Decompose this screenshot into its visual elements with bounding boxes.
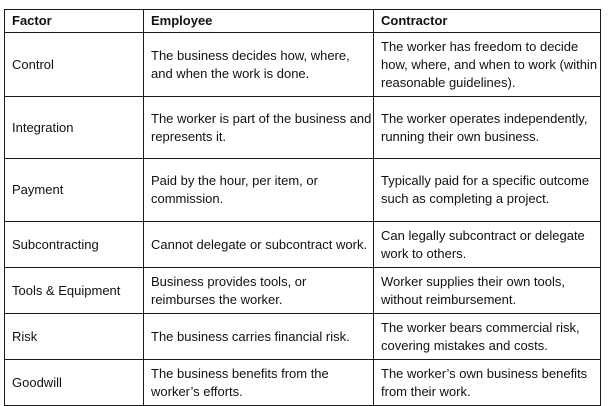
- contractor-cell: The worker’s own business benefits from their work.: [374, 360, 601, 406]
- factor-cell: Control: [5, 33, 144, 97]
- factor-cell: Integration: [5, 97, 144, 159]
- employee-cell: The business decides how, where, and when the work is done.: [144, 33, 374, 97]
- contractor-cell: Typically paid for a specific outcome such as completing a project.: [374, 159, 601, 222]
- table-row-payment: [5, 159, 601, 222]
- factor-cell: Payment: [5, 159, 144, 222]
- table-row-goodwill: [5, 360, 601, 406]
- header-factor: Factor: [5, 10, 144, 33]
- factor-cell: Goodwill: [5, 360, 144, 406]
- contractor-cell: Can legally subcontract or delegate work to others.: [374, 222, 601, 268]
- employee-cell: Business provides tools, or reimburses the worker.: [144, 268, 374, 314]
- contractor-cell: The worker bears commercial risk, covering mistakes and costs.: [374, 314, 601, 360]
- table-row-control: [5, 33, 601, 97]
- table-row-subcontracting: [5, 222, 601, 268]
- contractor-cell: The worker operates independently, running their own business.: [374, 97, 601, 159]
- factor-cell: Tools & Equipment: [5, 268, 144, 314]
- header-employee: Employee: [144, 10, 374, 33]
- table-row-risk: [5, 314, 601, 360]
- employee-cell: Paid by the hour, per item, or commission.: [144, 159, 374, 222]
- contractor-cell: Worker supplies their own tools, without reimbursement.: [374, 268, 601, 314]
- factor-cell: Risk: [5, 314, 144, 360]
- header-contractor: Contractor: [374, 10, 601, 33]
- comparison-table-container: [4, 9, 601, 406]
- employee-cell: The worker is part of the business and represents it.: [144, 97, 374, 159]
- employee-vs-contractor-table: [4, 9, 601, 406]
- employee-cell: The business benefits from the worker’s efforts.: [144, 360, 374, 406]
- table-row-integration: [5, 97, 601, 159]
- table-header-row: [5, 10, 601, 33]
- contractor-cell: The worker has freedom to decide how, where, and when to work (within reasonable guidelines).: [374, 33, 601, 97]
- factor-cell: Subcontracting: [5, 222, 144, 268]
- table-row-tools-equipment: [5, 268, 601, 314]
- employee-cell: The business carries financial risk.: [144, 314, 374, 360]
- employee-cell: Cannot delegate or subcontract work.: [144, 222, 374, 268]
